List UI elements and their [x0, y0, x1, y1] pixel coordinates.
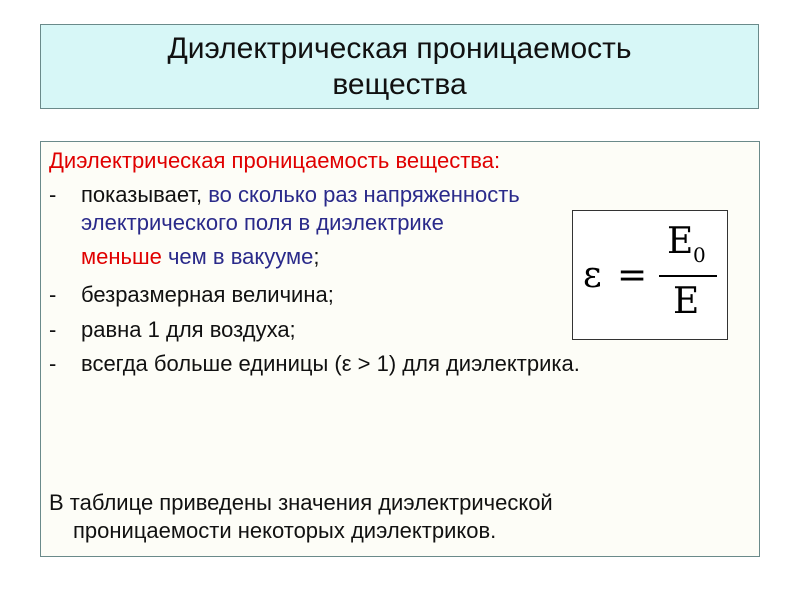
formula-numerator-subscript: 0	[693, 243, 706, 267]
content-panel	[40, 141, 760, 557]
footer-line-2: проницаемости некоторых диэлектриков.	[73, 518, 497, 543]
footer-line-1: В таблице приведены значения диэлектрической	[49, 490, 553, 515]
bullet-marker-4: -	[49, 351, 57, 376]
fraction-bar	[659, 275, 717, 277]
title-line-1: Диэлектрическая проницаемость	[167, 31, 632, 65]
formula-numerator: E	[667, 221, 694, 262]
bullet-item-1-line-1	[81, 182, 520, 208]
item1-part6: ;	[313, 244, 320, 269]
bullet-item-2: безразмерная величина;	[81, 282, 334, 307]
formula-equals: =	[617, 255, 648, 296]
content-heading: Диэлектрическая проницаемость вещества:	[49, 148, 501, 173]
item1-part5: чем в вакууме	[161, 244, 314, 269]
bullet-marker-2: -	[49, 282, 57, 307]
bullet-item-4: всегда больше единицы (ε > 1) для диэлектрика.	[81, 351, 580, 376]
bullet-marker-1: -	[49, 182, 57, 207]
bullet-item-3: равна 1 для воздуха;	[81, 317, 296, 342]
bullet-item-1-line-3	[81, 244, 320, 270]
item1-part2: во сколько раз напряженность	[208, 182, 520, 207]
item1-part1: показывает,	[81, 182, 209, 207]
title-banner	[40, 24, 759, 109]
bullet-item-1-line-2: электрического поля в диэлектрике	[81, 210, 444, 235]
title-line-2: вещества	[332, 67, 467, 101]
bullet-marker-3: -	[49, 317, 57, 342]
item1-part4: меньше	[81, 244, 162, 269]
formula-epsilon: ε	[583, 255, 602, 296]
formula-denominator: E	[673, 281, 700, 322]
formula-box	[572, 210, 728, 340]
